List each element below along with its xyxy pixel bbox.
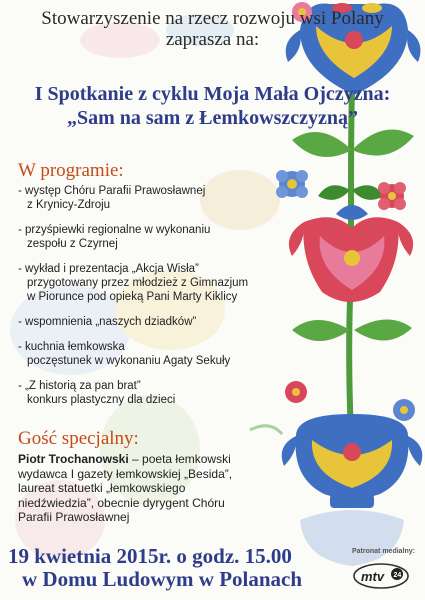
logo-text: mtv <box>361 569 385 584</box>
event-place: w Domu Ludowym w Polanach <box>22 567 303 591</box>
program-item <box>18 184 288 212</box>
program-item-line: - „Z historią za pan brat” <box>18 379 141 392</box>
program-item-line: - wykład i prezentacja „Akcja Wisła” <box>18 262 199 275</box>
patronage-label: Patronat medialny: <box>352 548 416 555</box>
program-item <box>18 379 288 407</box>
guest-line: Parafii Prawosławnej <box>18 510 130 525</box>
leaf-icon <box>292 132 352 157</box>
guest-description <box>18 452 298 525</box>
program-heading: W programie: <box>18 160 124 181</box>
guest-line: laureat statuetki „łemkowskiego <box>18 481 186 496</box>
blue-vase-flower-icon <box>282 414 423 508</box>
program-item <box>18 340 288 368</box>
event-date: 19 kwietnia 2015r. o godz. 15.00 <box>8 544 292 568</box>
program-item-line: konkurs plastyczny dla dzieci <box>27 393 176 406</box>
guest-line: niedźwiedzia”, obecnie dyrygent Chóru <box>18 495 225 510</box>
organizer-text <box>0 8 425 50</box>
program-item-line: - kuchnia łemkowska <box>18 340 125 353</box>
program-item-line: poczęstunek w wykonaniu Agaty Sekuły <box>27 354 231 367</box>
program-item-line: z Krynicy-Zdroju <box>27 199 111 212</box>
organizer-line: Stowarzyszenie na rzecz rozwoju wsi Polany <box>41 8 384 29</box>
logo-badge: 24 <box>393 572 402 579</box>
blue-daisy-icon <box>393 399 415 421</box>
program-item-line: w Piorunce pod opieką Pani Marty Kiklicy <box>27 291 238 304</box>
leaf-icon <box>354 319 412 340</box>
program-item-line: przygotowany przez młodzież z Gimnazjum <box>27 277 249 290</box>
leaf-icon <box>352 130 414 156</box>
event-title-line: I Spotkanie z cyklu Moja Mała Ojczyzna: <box>34 83 391 105</box>
guest-line: wydawca I gazety łemkowskiej „Besida”, <box>18 466 233 481</box>
program-item <box>18 315 288 329</box>
program-item-line: zespołu z Czyrnej <box>27 238 118 251</box>
guest-heading: Gość specjalny: <box>18 428 139 449</box>
guest-name: Piotr Trochanowski <box>18 452 129 466</box>
program-item <box>18 262 288 305</box>
leaf-icon <box>292 320 350 341</box>
program-item <box>18 223 288 251</box>
guest-line <box>18 452 298 467</box>
guest-role: – poeta łemkowski <box>128 452 231 466</box>
leaf-icon <box>318 185 350 200</box>
red-daisy-icon <box>378 182 406 210</box>
program-item-line: - występ Chóru Parafii Prawosławnej <box>18 185 206 197</box>
mtv24-logo <box>352 562 410 590</box>
program-item-line: - wspomnienia „naszych dziadków” <box>18 315 197 328</box>
program-list <box>18 184 288 417</box>
pink-daisy-icon <box>285 381 307 403</box>
organizer-line: zaprasza na: <box>165 29 260 50</box>
red-tulip-icon <box>289 205 413 302</box>
program-item-line: - przyśpiewki regionalne w wykonaniu <box>18 223 211 236</box>
event-title-line: „Sam na sam z Łemkowszczyzną” <box>66 107 359 129</box>
event-title <box>0 82 425 130</box>
